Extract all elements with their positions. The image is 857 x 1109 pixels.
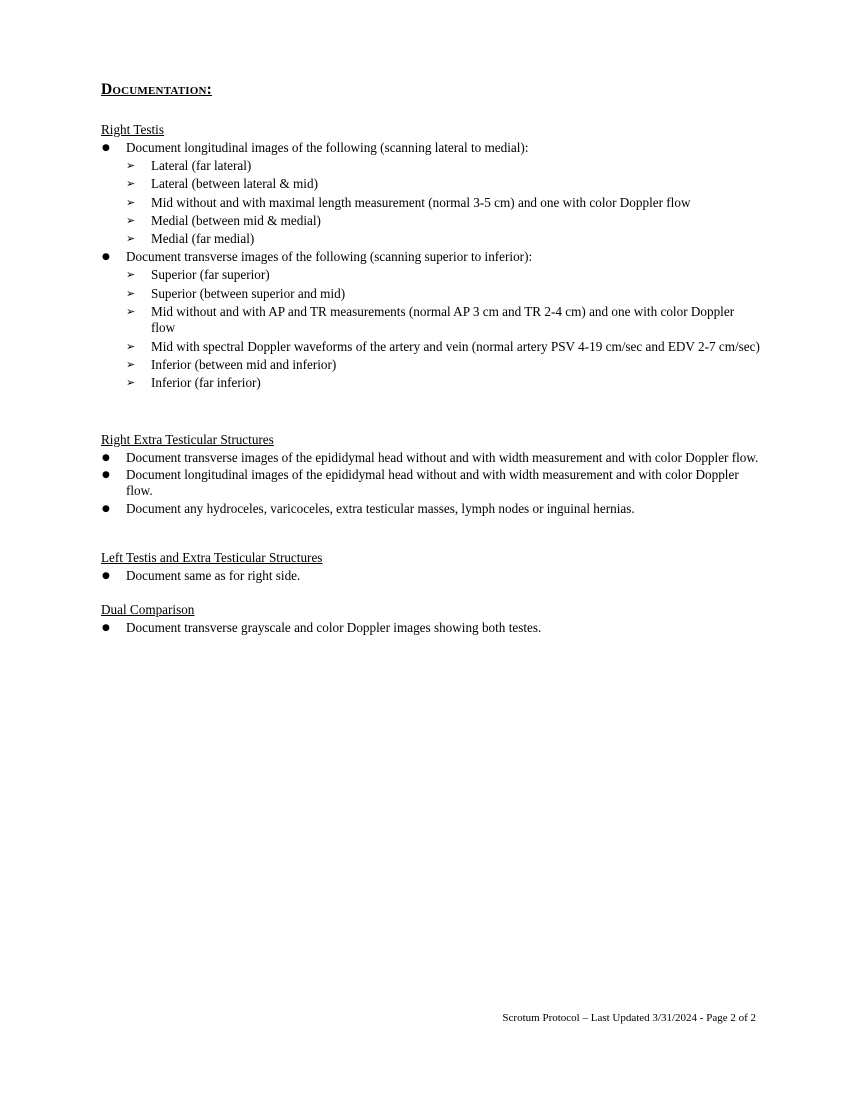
sub-list-item — [126, 195, 761, 211]
sub-list — [126, 158, 761, 248]
bullet-list — [101, 140, 761, 392]
arrowhead-icon: ➢ — [126, 339, 136, 353]
section-dual-comparison — [101, 601, 761, 636]
arrowhead-icon: ➢ — [126, 357, 136, 371]
sub-list-item — [126, 176, 761, 192]
list-item-text: Document transverse images of the epididymal head without and with width measurement and with color Doppler flow. — [126, 449, 759, 465]
section-heading: Dual Comparison — [101, 602, 195, 617]
list-item-text: Document same as for right side. — [126, 567, 301, 583]
sub-list-item — [126, 375, 761, 391]
sub-list-item-text: Superior (between superior and mid) — [151, 285, 346, 301]
sub-list-item-text: Mid with spectral Doppler waveforms of the artery and vein (normal artery PSV 4-19 cm/sec and EDV 2-7 cm/sec) — [151, 338, 760, 354]
bullet-list — [101, 620, 761, 636]
sub-list-item-text: Medial (between mid & medial) — [151, 213, 321, 229]
list-item — [101, 501, 761, 517]
sub-list-item — [126, 286, 761, 302]
list-item — [101, 568, 761, 584]
list-item-text: Document transverse images of the following (scanning superior to inferior): — [126, 248, 533, 264]
sub-list-item — [126, 213, 761, 229]
sub-list-item-text: Medial (far medial) — [151, 231, 255, 247]
list-item — [101, 140, 761, 248]
list-item-text: Document transverse grayscale and color Doppler images showing both testes. — [126, 619, 542, 635]
section-right-extra-testicular — [101, 431, 761, 517]
arrowhead-icon: ➢ — [126, 177, 136, 191]
sub-list-item — [126, 267, 761, 283]
arrowhead-icon: ➢ — [126, 195, 136, 209]
bullet-icon: ● — [102, 452, 110, 463]
arrowhead-icon: ➢ — [126, 214, 136, 228]
sub-list-item-text: Inferior (far inferior) — [151, 375, 261, 391]
sub-list-item — [126, 357, 761, 373]
sub-list-item — [126, 339, 761, 355]
bullet-list — [101, 568, 761, 584]
section-heading: Right Testis — [101, 122, 164, 137]
arrowhead-icon: ➢ — [126, 158, 136, 172]
bullet-icon: ● — [102, 470, 110, 480]
bullet-icon: ● — [102, 251, 110, 262]
section-right-testis — [101, 121, 761, 391]
sub-list-item — [126, 304, 761, 336]
arrowhead-icon: ➢ — [126, 376, 136, 390]
sub-list-item-text: Mid without and with AP and TR measurements (normal AP 3 cm and TR 2-4 cm) and one with color Doppler flow — [151, 304, 735, 336]
sub-list-item-text: Lateral (far lateral) — [151, 157, 252, 173]
sub-list-item-text: Lateral (between lateral & mid) — [151, 176, 318, 192]
bullet-icon: ● — [102, 142, 110, 153]
bullet-icon: ● — [102, 622, 110, 633]
page-footer: Scrotum Protocol – Last Updated 3/31/2024 - Page 2 of 2 — [502, 1012, 756, 1024]
sub-list-item-text: Inferior (between mid and inferior) — [151, 356, 337, 372]
arrowhead-icon: ➢ — [126, 232, 136, 246]
arrowhead-icon: ➢ — [126, 268, 136, 282]
sub-list-item-text: Mid without and with maximal length measurement (normal 3-5 cm) and one with color Doppler flow — [151, 194, 691, 210]
list-item-text: Document any hydroceles, varicoceles, extra testicular masses, lymph nodes or inguinal hernias. — [126, 500, 635, 516]
list-item — [101, 620, 761, 636]
section-left-testis — [101, 549, 761, 584]
sub-list-item — [126, 158, 761, 174]
list-item — [101, 249, 761, 391]
page-title: Documentation: — [101, 81, 213, 98]
sub-list-item-text: Superior (far superior) — [151, 267, 270, 283]
list-item-text: Document longitudinal images of the following (scanning lateral to medial): — [126, 139, 529, 155]
section-heading: Left Testis and Extra Testicular Structures — [101, 550, 323, 565]
bullet-icon: ● — [102, 570, 110, 581]
bullet-list — [101, 450, 761, 517]
list-item — [101, 450, 761, 466]
section-heading: Right Extra Testicular Structures — [101, 432, 274, 447]
sub-list — [126, 267, 761, 391]
list-item-text: Document longitudinal images of the epididymal head without and with width measurement and with color Doppler flow. — [126, 467, 739, 498]
sub-list-item — [126, 231, 761, 247]
arrowhead-icon: ➢ — [126, 305, 136, 319]
arrowhead-icon: ➢ — [126, 286, 136, 300]
bullet-icon: ● — [102, 503, 110, 514]
list-item — [101, 467, 761, 499]
